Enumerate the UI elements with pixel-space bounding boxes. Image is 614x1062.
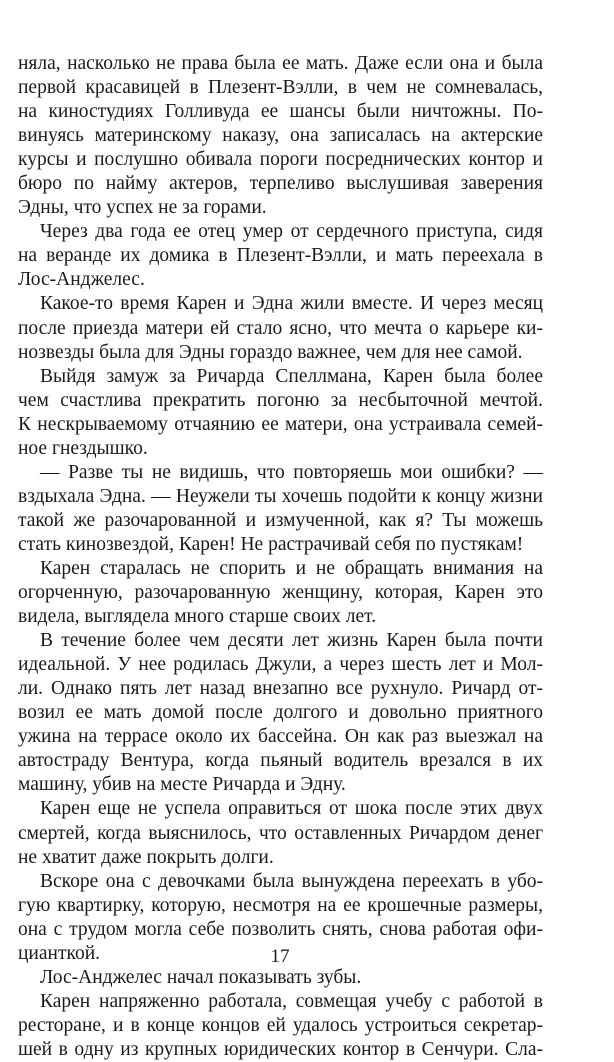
text-line: Карен старалась не спорить и не обращать внимания на [40,557,543,579]
text-line: ли. Однако пять лет назад внезапно все рухнуло. Ричард от- [18,678,543,700]
text-line: Лос-Анджелес начал показывать зубы. [40,966,362,988]
text-line: не хватит даже покрыть долги. [18,846,274,868]
text-line: винуясь материнскому наказу, она записалась на актерские [18,125,543,147]
paragraph [18,292,543,364]
text-line: Вскоре она с девочками была вынуждена переехать в убо- [40,870,543,892]
paragraph [18,461,543,557]
paragraph [18,990,543,1062]
text-line: Карен еще не успела оправиться от шока после этих двух [40,798,543,820]
paragraph [18,629,543,797]
text-line: вздыхала Эдна. — Неужели ты хочешь подойти к концу жизни [18,485,543,507]
text-line: К нескрываемому отчаянию ее матери, она устраивала семей- [18,413,543,435]
text-line: Лос-Анджелес. [18,269,145,291]
page-number: 17 [270,946,290,967]
text-line: возил ее мать домой после долгого и довольно приятного [18,702,543,724]
paragraph [18,220,543,292]
text-line: стать кинозвездой, Карен! Не растрачивай себя по пустякам! [18,533,524,555]
text-line: автостраду Вентура, когда пьяный водитель врезался в их [18,750,543,772]
text-line: смертей, когда выяснилось, что оставленных Ричардом денег [18,822,543,844]
paragraph [18,557,543,629]
text-line: ужина на террасе около их бассейна. Он как раз выезжал на [18,726,543,748]
text-line: бюро по найму актеров, терпеливо выслушивая заверения [18,173,543,195]
text-line: — Разве ты не видишь, что повторяешь мои ошибки? — [40,461,543,483]
text-line: огорченную, разочарованную женщину, которая, Карен это [18,582,543,604]
text-line: видела, выглядела много старше своих лет. [18,606,377,628]
text-line: няла, насколько не права была ее мать. Даже если она и была [18,53,543,74]
body-text [18,52,543,1062]
text-line: гую квартирку, которую, несмотря на ее крошечные размеры, [18,894,543,916]
text-line: на веранде их домика в Плезент-Вэлли, и мать переехала в [18,245,543,267]
paragraph [18,365,543,461]
text-line: первой красавицей в Плезент-Вэлли, в чем не сомневалась, [18,77,543,99]
paragraph [18,797,543,869]
text-line: Выйдя замуж за Ричарда Спеллмана, Карен была более [40,365,543,387]
text-line: нозвезды была для Эдны гораздо важнее, чем для нее самой. [18,341,523,363]
text-line: шей в одну из крупных юридических контор в Сенчури. Сла- [18,1038,543,1060]
text-line: ресторане, и в конце концов ей удалось устроиться секретар- [18,1014,543,1036]
text-line: на киностудиях Голливуда ее шансы были ничтожны. По- [18,101,543,123]
text-line: чем счастлива прекратить погоню за несбыточной мечтой. [18,389,543,411]
text-line: машину, убив на месте Ричарда и Эдну. [18,774,346,796]
text-line: Какое-то время Карен и Эдна жили вместе. И через месяц [40,293,543,315]
text-line: она с трудом могла себе позволить снять, снова работая офи- [18,918,543,940]
paragraph [18,52,543,220]
text-line: Карен напряженно работала, совмещая учебу с работой в [40,990,543,1012]
text-line: В течение более чем десяти лет жизнь Карен была почти [40,630,543,652]
text-line: цианткой. [18,942,101,964]
text-line: после приезда матери ей стало ясно, что мечта о карьере ки- [18,317,543,339]
text-line: Через два года ее отец умер от сердечного приступа, сидя [40,221,543,243]
text-line: Эдны, что успех не за горами. [18,197,267,219]
text-line: ное гнездышко. [18,437,148,459]
text-line: идеальной. У нее родилась Джули, а через шесть лет и Мол- [18,654,543,676]
text-line: курсы и послушно обивала пороги посреднических контор и [18,149,543,171]
text-line: такой же разочарованной и измученной, как я? Ты можешь [18,509,543,531]
paragraph [18,966,543,990]
